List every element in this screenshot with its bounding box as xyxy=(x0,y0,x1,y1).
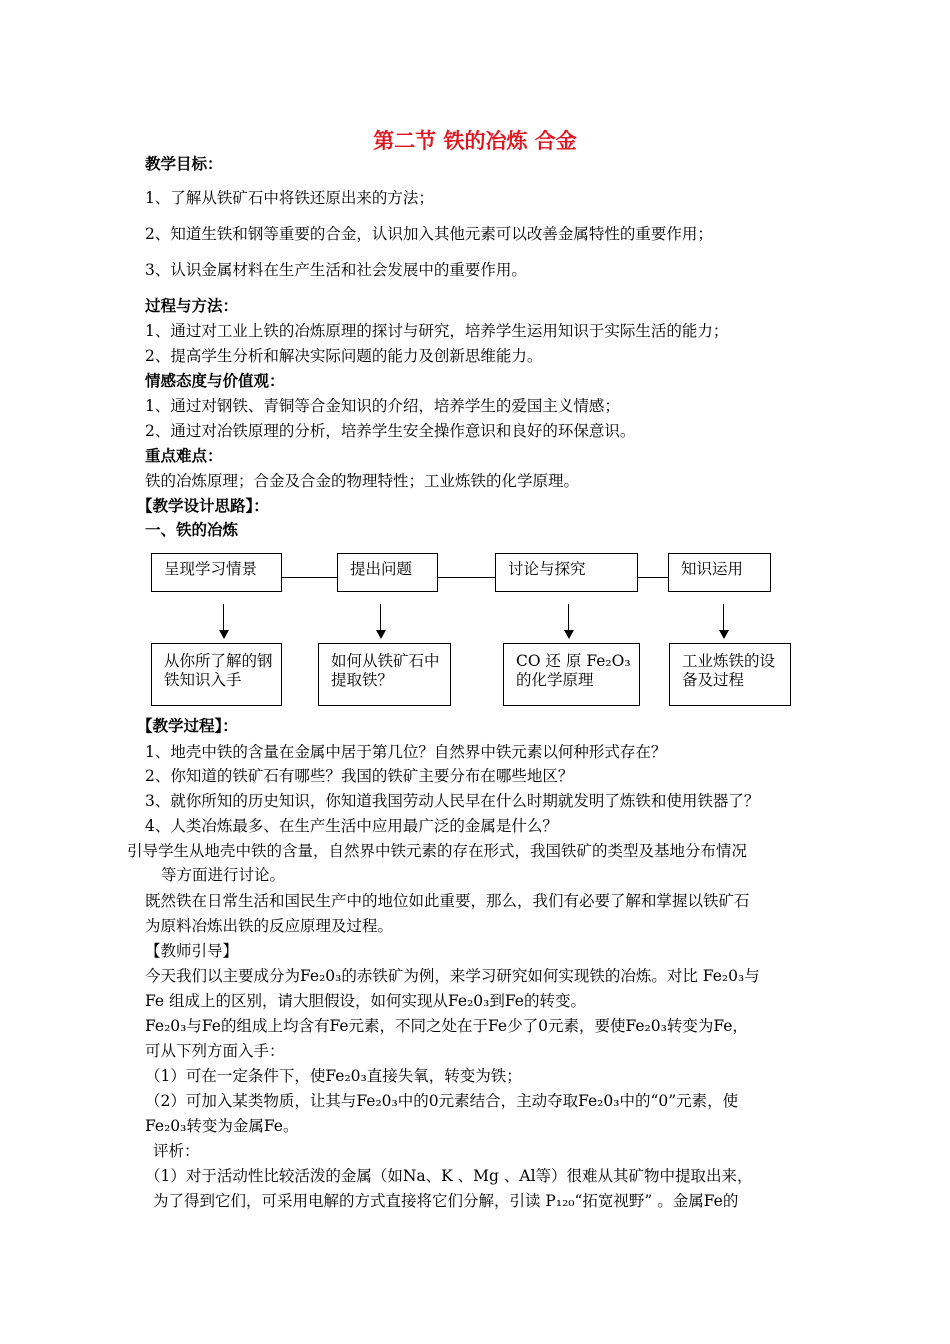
flow-box-steel-knowledge: 从你所了解的钢铁知识入手 xyxy=(151,643,282,706)
page-title: 第二节 铁的冶炼 合金 xyxy=(373,128,577,153)
flow-box-industrial: 工业炼铁的设备及过程 xyxy=(669,643,791,706)
process-item: 1、通过对工业上铁的冶炼原理的探讨与研究，培养学生运用知识于实际生活的能力； xyxy=(145,322,729,340)
flow-arrow xyxy=(223,604,224,632)
key-text: 铁的冶炼原理；合金及合金的物理特性；工业炼铁的化学原理。 xyxy=(145,472,580,490)
flow-box-apply: 知识运用 xyxy=(668,553,771,592)
flow-arrow xyxy=(723,604,724,632)
guide-text: 引导学生从地壳中铁的含量，自然界中铁元素的存在形式，我国铁矿的类型及基地分布情况 xyxy=(127,842,748,860)
process-heading: 过程与方法： xyxy=(145,296,239,315)
teacher-guide-heading: 【教师引导】 xyxy=(145,942,239,960)
paragraph: 为原料冶炼出铁的反应原理及过程。 xyxy=(145,917,394,935)
flow-box-co-reduction: CO 还 原 Fe₂O₃的化学原理 xyxy=(503,643,640,706)
paragraph: （1）对于活动性比较活泼的金属（如Na、K 、Mg 、Al等）很难从其矿物中提取出来， xyxy=(145,1167,753,1185)
flow-connector xyxy=(282,577,337,578)
goals-heading: 教学目标： xyxy=(145,154,223,173)
emotion-item: 2、通过对冶铁原理的分析，培养学生安全操作意识和良好的环保意识。 xyxy=(145,422,636,440)
question-item: 2、你知道的铁矿石有哪些？我国的铁矿主要分布在哪些地区？ xyxy=(145,767,574,785)
flow-box-situation: 呈现学习情景 xyxy=(151,553,282,592)
flow-box-discuss: 讨论与探究 xyxy=(495,553,638,592)
flow-box-question: 提出问题 xyxy=(337,553,438,592)
analysis-heading: 评析： xyxy=(153,1142,200,1160)
process-item: 2、提高学生分析和解决实际问题的能力及创新思维能力。 xyxy=(145,347,543,365)
paragraph: （1）可在一定条件下，使Fe₂0₃直接失氧，转变为铁； xyxy=(145,1067,522,1085)
flow-connector xyxy=(638,577,668,578)
paragraph: Fe₂0₃与Fe的组成上均含有Fe元素，不同之处在于Fe少了0元素，要使Fe₂0₃转变为Fe， xyxy=(145,1017,748,1035)
paragraph: 既然铁在日常生活和国民生产中的地位如此重要，那么，我们有必要了解和掌握以铁矿石 xyxy=(145,892,750,910)
arrow-down-icon xyxy=(719,630,729,639)
flow-box-extract-iron: 如何从铁矿石中提取铁？ xyxy=(318,643,451,706)
flow-connector xyxy=(438,577,495,578)
emotion-heading: 情感态度与价值观： xyxy=(145,371,285,390)
question-item: 4、人类冶炼最多、在生产生活中应用最广泛的金属是什么？ xyxy=(145,817,558,835)
flow-arrow xyxy=(568,604,569,632)
paragraph: Fe₂0₃转变为金属Fe。 xyxy=(145,1117,299,1135)
goal-item: 2、知道生铁和钢等重要的合金，认识加入其他元素可以改善金属特性的重要作用； xyxy=(145,225,713,243)
guide-text: 等方面进行讨论。 xyxy=(161,866,286,884)
paragraph: 为了得到它们，可采用电解的方式直接将它们分解，引读 P₁₂₀“拓宽视野” 。金属Fe的 xyxy=(153,1192,739,1210)
key-heading: 重点难点： xyxy=(145,446,223,465)
paragraph: Fe 组成上的区别，请大胆假设，如何实现从Fe₂0₃到Fe的转变。 xyxy=(145,992,586,1010)
paragraph: 可从下列方面入手： xyxy=(145,1042,285,1060)
paragraph: 今天我们以主要成分为Fe₂0₃的赤铁矿为例，来学习研究如何实现铁的冶炼。对比 Fe₂0₃与 xyxy=(145,967,760,985)
emotion-item: 1、通过对钢铁、青铜等合金知识的介绍，培养学生的爱国主义情感； xyxy=(145,397,620,415)
flow-arrow xyxy=(380,604,381,632)
process-section-heading: 【教学过程】： xyxy=(137,716,238,735)
goal-item: 1、了解从铁矿石中将铁还原出来的方法； xyxy=(145,189,434,207)
goal-item: 3、认识金属材料在生产生活和社会发展中的重要作用。 xyxy=(145,261,527,279)
paragraph: （2）可加入某类物质，让其与Fe₂0₃中的0元素结合，主动夺取Fe₂0₃中的“0”元素，使 xyxy=(145,1092,739,1110)
arrow-down-icon xyxy=(219,630,229,639)
section-heading: 一、铁的冶炼 xyxy=(145,520,239,539)
design-heading: 【教学设计思路】： xyxy=(137,496,269,515)
arrow-down-icon xyxy=(376,630,386,639)
arrow-down-icon xyxy=(564,630,574,639)
question-item: 3、就你所知的历史知识，你知道我国劳动人民早在什么时期就发明了炼铁和使用铁器了？ xyxy=(145,792,760,810)
question-item: 1、地壳中铁的含量在金属中居于第几位？自然界中铁元素以何种形式存在？ xyxy=(145,743,667,761)
